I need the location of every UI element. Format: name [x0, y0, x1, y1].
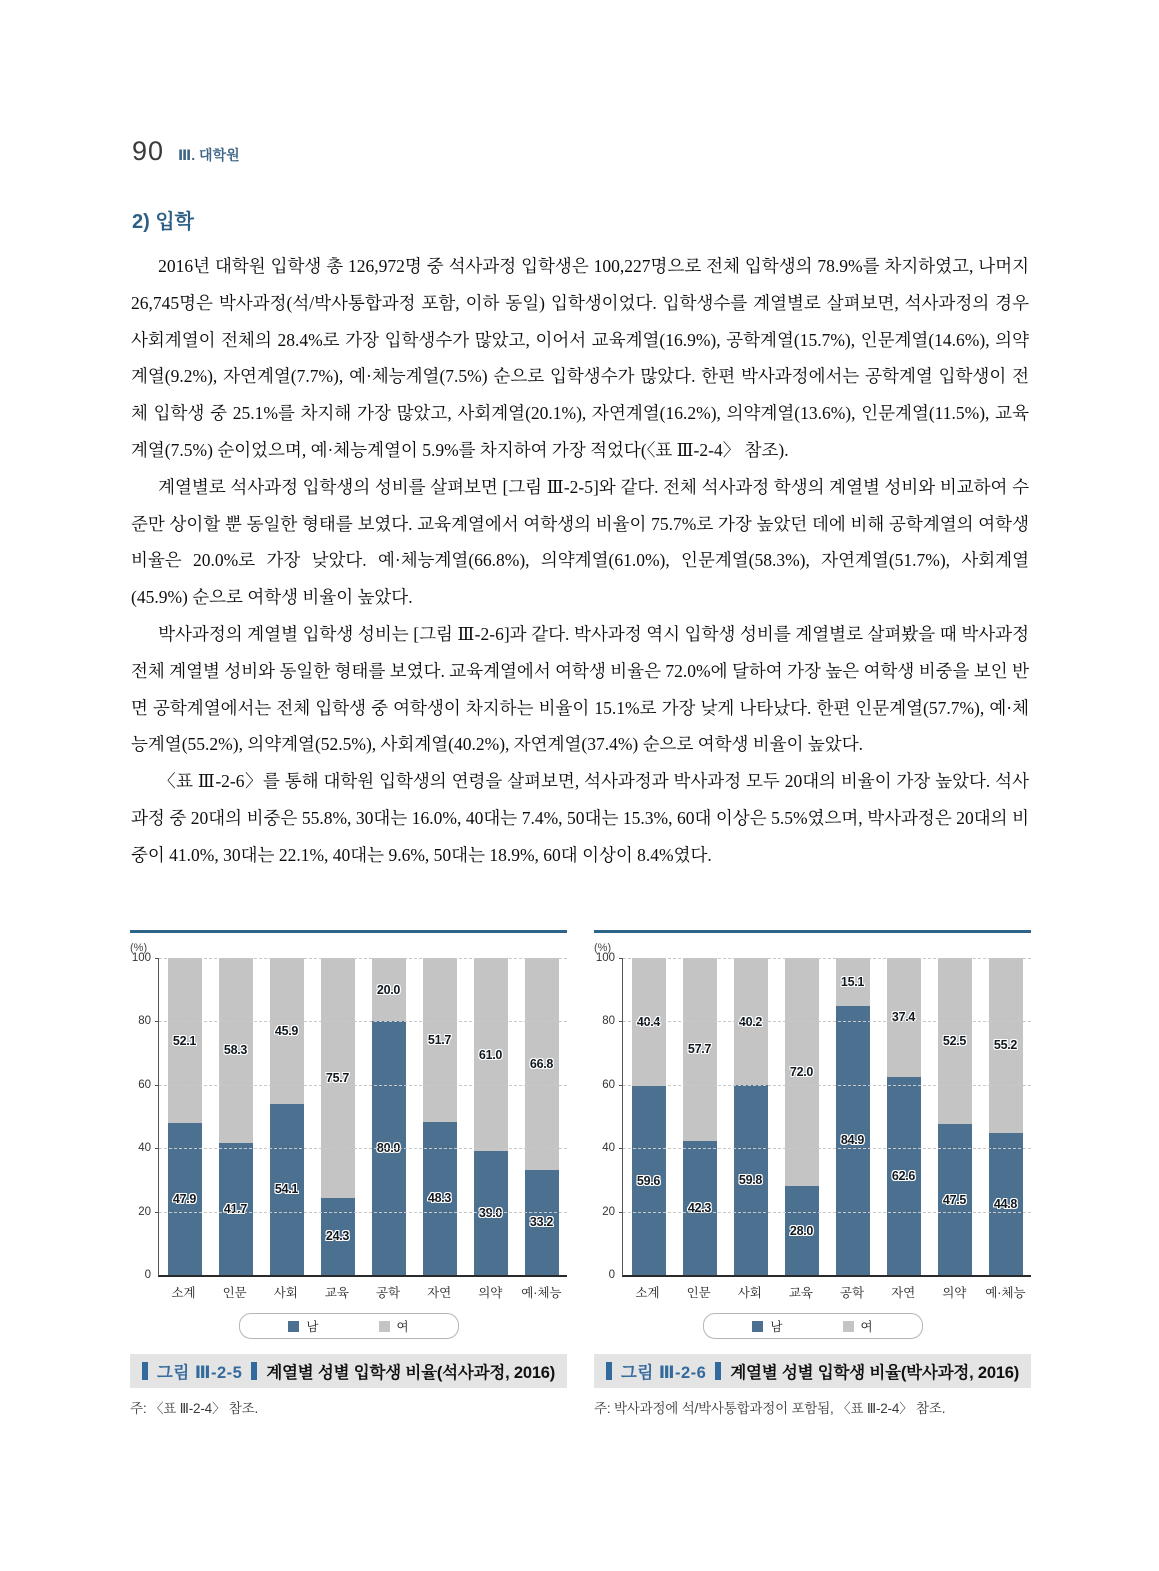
- x-axis-labels: [158, 1283, 567, 1301]
- y-axis-tick: [155, 1212, 159, 1213]
- panel-topline: [130, 930, 567, 933]
- y-tick-label: 20: [138, 1205, 151, 1218]
- page-number: 90: [132, 136, 165, 166]
- bars: [623, 958, 1031, 1275]
- caption-bar-glyph: [715, 1362, 721, 1380]
- bar-value-label: 40.4: [636, 1015, 661, 1030]
- stacked-bar: [525, 958, 559, 1275]
- bar-value-label: 80.0: [376, 1141, 401, 1156]
- x-label-인문: 인문: [686, 1286, 711, 1300]
- x-label-공학: 공학: [375, 1286, 401, 1300]
- gridline: [623, 1212, 1031, 1213]
- chart-panel-doctoral: [594, 930, 1031, 1417]
- bar-segment-여: [168, 958, 202, 1123]
- bar-value-label: 72.0: [789, 1065, 814, 1080]
- bar-value-label: 47.9: [172, 1192, 197, 1207]
- bar-value-label: 62.6: [891, 1168, 916, 1183]
- bar-segment-남: [683, 1141, 717, 1275]
- x-label-예·체능: 예·체능: [985, 1286, 1026, 1300]
- y-tick-label: 0: [608, 1269, 615, 1281]
- x-label-소계: 소계: [171, 1286, 196, 1300]
- bar-value-label: 24.3: [325, 1229, 350, 1244]
- bar-value-label: 54.1: [274, 1182, 299, 1197]
- bar-segment-남: [270, 1104, 304, 1275]
- y-tick-label: 20: [602, 1205, 615, 1218]
- bar-value-label: 52.1: [172, 1033, 197, 1048]
- bar-segment-남: [219, 1143, 253, 1275]
- x-label-사회: 사회: [737, 1286, 762, 1300]
- bar-교육: [312, 958, 363, 1275]
- caption-bar-glyph: [606, 1362, 612, 1380]
- legend-label: 남: [770, 1320, 783, 1334]
- stacked-bar: [785, 958, 819, 1275]
- bar-value-label: 28.0: [789, 1223, 814, 1238]
- y-tick-label: 100: [595, 952, 615, 964]
- figure-title: 계열별 성별 입학생 비율(박사과정, 2016): [730, 1364, 1020, 1382]
- bar-자연: [878, 958, 929, 1275]
- stacked-bar: [989, 958, 1023, 1275]
- bar-segment-여: [989, 958, 1023, 1133]
- stacked-bar: [474, 958, 508, 1275]
- x-label-자연: 자연: [427, 1286, 452, 1300]
- body-text: [131, 248, 1029, 874]
- paragraph-1: 2016년 대학원 입학생 총 126,972명 중 석사과정 입학생은 100,227명으로 전체 입학생의 78.9%를 차지하였고, 나머지 26,745명은 박사과정(석/박사통합과정 포함, 이하 동일) 입학생이었다. 입학생수를 계열별로 살펴보면, 석사과정의 경우 사회계열이 전체의 28.4%로 가장 입학생수가 많았고, 이어서 교육계열(16.9%), 공학계열(15.7%), 인문계열(14.6%), 의약계열(9.2%), 자연계열(7.7%), 예·체능계열(7.5%) 순으로 입학생수가 많았다. 한편 박사과정에서는 공학계열 입학생이 전체 입학생 중 25.1%를 차지해 가장 많았고, 사회계열(20.1%), 자연계열(16.2%), 의약계열(13.6%), 인문계열(11.5%), 교육계열(7.5%) 순이었으며, 예·체능계열이 5.9%를 차지하여 가장 적었다(〈표 Ⅲ-2-4〉 참조).: [131, 256, 1029, 460]
- bar-value-label: 45.9: [274, 1023, 299, 1038]
- bar-value-label: 15.1: [840, 974, 865, 989]
- y-axis: [130, 952, 158, 1281]
- y-axis-tick: [619, 1148, 623, 1149]
- y-axis-tick: [155, 958, 159, 959]
- bar-value-label: 47.5: [942, 1192, 967, 1207]
- legend-item-여: [843, 1317, 873, 1335]
- legend-swatch: [379, 1321, 390, 1332]
- bar-value-label: 44.8: [993, 1196, 1018, 1211]
- bar-value-label: 55.2: [993, 1038, 1018, 1053]
- legend-label: 남: [306, 1320, 319, 1334]
- stacked-bar: [683, 958, 717, 1275]
- panel-topline: [594, 930, 1031, 933]
- x-label-의약: 의약: [942, 1286, 967, 1300]
- stacked-bar: [423, 958, 457, 1275]
- y-axis-tick: [619, 1212, 623, 1213]
- bar-segment-남: [989, 1133, 1023, 1275]
- paragraph-2: 계열별로 석사과정 입학생의 성비를 살펴보면 [그림 Ⅲ-2-5]와 같다. 전체 석사과정 학생의 계열별 성비와 비교하여 수준만 상이할 뿐 동일한 형태를 보였다. 교육계열에서 여학생의 비율이 75.7%로 가장 높았던 데에 비해 공학계열의 여학생 비율은 20.0%로 가장 낮았다. 예·체능계열(66.8%), 의약계열(61.0%), 인문계열(58.3%), 자연계열(51.7%), 사회계열(45.9%) 순으로 여학생 비율이 높았다.: [131, 476, 1029, 608]
- bar-value-label: 66.8: [529, 1056, 554, 1071]
- chapter-label: Ⅲ. 대학원: [178, 147, 240, 163]
- bar-segment-여: [887, 958, 921, 1077]
- figure-caption: [594, 1354, 1031, 1388]
- bar-value-label: 52.5: [942, 1034, 967, 1049]
- legend-swatch: [752, 1321, 763, 1332]
- stacked-bar: [836, 958, 870, 1275]
- x-axis-labels: [622, 1283, 1031, 1301]
- legend-label: 여: [396, 1320, 409, 1334]
- plot-area: [158, 958, 567, 1277]
- bar-segment-여: [525, 958, 559, 1170]
- x-label-공학: 공학: [839, 1286, 865, 1300]
- bar-segment-남: [168, 1123, 202, 1275]
- legend-item-남: [288, 1317, 318, 1335]
- bar-value-label: 61.0: [478, 1047, 503, 1062]
- bar-value-label: 58.3: [223, 1043, 248, 1058]
- bar-value-label: 41.7: [223, 1201, 248, 1216]
- y-tick-label: 60: [138, 1078, 151, 1091]
- bar-value-label: 75.7: [325, 1070, 350, 1085]
- caption-bar-glyph: [251, 1362, 257, 1380]
- legend: [239, 1313, 459, 1339]
- y-axis-unit-label: (%): [594, 942, 612, 954]
- y-tick-label: 40: [602, 1142, 615, 1155]
- bar-사회: [261, 958, 312, 1275]
- stacked-bar: [632, 958, 666, 1275]
- bar-segment-여: [836, 958, 870, 1006]
- bar-사회: [725, 958, 776, 1275]
- gridline: [159, 1148, 567, 1149]
- bar-예·체능: [980, 958, 1031, 1275]
- stacked-bar: [270, 958, 304, 1275]
- bar-의약: [465, 958, 516, 1275]
- bar-value-label: 51.7: [427, 1032, 452, 1047]
- y-axis-tick: [155, 1021, 159, 1022]
- y-axis: [594, 952, 622, 1281]
- bar-value-label: 20.0: [376, 982, 401, 997]
- bar-인문: [674, 958, 725, 1275]
- bar-예·체능: [516, 958, 567, 1275]
- bar-의약: [929, 958, 980, 1275]
- plot-area: [622, 958, 1031, 1277]
- x-label-교육: 교육: [788, 1286, 814, 1300]
- bar-공학: [827, 958, 878, 1275]
- gridline: [623, 1148, 1031, 1149]
- gridline: [159, 1212, 567, 1213]
- bar-value-label: 42.3: [687, 1200, 712, 1215]
- stacked-bar: [168, 958, 202, 1275]
- bar-segment-여: [372, 958, 406, 1021]
- stacked-bar: [321, 958, 355, 1275]
- stacked-bar: [938, 958, 972, 1275]
- bar-segment-남: [938, 1124, 972, 1275]
- gridline: [159, 958, 567, 959]
- bar-segment-여: [219, 958, 253, 1143]
- y-axis-tick: [619, 1085, 623, 1086]
- bar-공학: [363, 958, 414, 1275]
- bar-자연: [414, 958, 465, 1275]
- bar-segment-여: [423, 958, 457, 1122]
- y-axis-unit-label: (%): [130, 942, 148, 954]
- bar-value-label: 33.2: [529, 1215, 554, 1230]
- y-tick-label: 80: [602, 1015, 615, 1028]
- caption-bar-glyph: [142, 1362, 148, 1380]
- bar-value-label: 59.8: [738, 1173, 763, 1188]
- bar-segment-여: [683, 958, 717, 1141]
- plot-wrap: [130, 952, 567, 1281]
- bar-value-label: 40.2: [738, 1014, 763, 1029]
- gridline: [623, 958, 1031, 959]
- plot-wrap: [594, 952, 1031, 1281]
- bar-value-label: 84.9: [840, 1133, 865, 1148]
- y-axis-tick: [619, 1021, 623, 1022]
- stacked-bar: [887, 958, 921, 1275]
- bar-segment-여: [321, 958, 355, 1198]
- bar-value-label: 57.7: [687, 1042, 712, 1057]
- y-tick-label: 0: [144, 1269, 151, 1281]
- y-tick-label: 40: [138, 1142, 151, 1155]
- legend-label: 여: [860, 1320, 873, 1334]
- bar-segment-여: [270, 958, 304, 1104]
- bar-segment-남: [474, 1151, 508, 1275]
- y-tick-label: 100: [131, 952, 151, 964]
- bar-value-label: 48.3: [427, 1191, 452, 1206]
- y-axis-tick: [619, 958, 623, 959]
- gridline: [159, 1085, 567, 1086]
- charts-row: [130, 930, 1031, 1417]
- bar-segment-남: [632, 1086, 666, 1275]
- y-tick-label: 80: [138, 1015, 151, 1028]
- bar-segment-남: [734, 1085, 768, 1275]
- legend-item-여: [379, 1317, 409, 1335]
- bar-segment-남: [785, 1186, 819, 1275]
- x-label-예·체능: 예·체능: [521, 1286, 562, 1300]
- gridline: [159, 1021, 567, 1022]
- legend: [703, 1313, 923, 1339]
- bar-segment-여: [938, 958, 972, 1124]
- legend-swatch: [843, 1321, 854, 1332]
- figure-note: 주: 〈표 Ⅲ-2-4〉 참조.: [130, 1401, 259, 1416]
- bar-segment-남: [321, 1198, 355, 1275]
- stacked-bar: [372, 958, 406, 1275]
- bar-인문: [210, 958, 261, 1275]
- stacked-bar: [219, 958, 253, 1275]
- bar-value-label: 59.6: [636, 1173, 661, 1188]
- running-header: [132, 136, 240, 167]
- bars: [159, 958, 567, 1275]
- bar-segment-여: [785, 958, 819, 1186]
- x-label-인문: 인문: [222, 1286, 247, 1300]
- bar-value-label: 39.0: [478, 1206, 503, 1221]
- bar-value-label: 37.4: [891, 1010, 916, 1025]
- bar-segment-남: [887, 1077, 921, 1275]
- x-label-소계: 소계: [635, 1286, 660, 1300]
- bar-segment-남: [525, 1170, 559, 1275]
- gridline: [623, 1085, 1031, 1086]
- section-title: 2) 입학: [132, 211, 194, 233]
- bar-소계: [159, 958, 210, 1275]
- x-label-사회: 사회: [273, 1286, 298, 1300]
- bar-교육: [776, 958, 827, 1275]
- figure-note: 주: 박사과정에 석/박사통합과정이 포함됨, 〈표 Ⅲ-2-4〉 참조.: [594, 1401, 946, 1416]
- y-tick-label: 60: [602, 1078, 615, 1091]
- stacked-bar: [734, 958, 768, 1275]
- bar-segment-여: [474, 958, 508, 1151]
- legend-item-남: [752, 1317, 782, 1335]
- x-label-자연: 자연: [891, 1286, 916, 1300]
- bar-segment-남: [423, 1122, 457, 1275]
- chart-panel-masters: [130, 930, 567, 1417]
- x-label-교육: 교육: [324, 1286, 350, 1300]
- figure-label: 그림 Ⅲ-2-6: [620, 1364, 707, 1382]
- bar-소계: [623, 958, 674, 1275]
- gridline: [623, 1021, 1031, 1022]
- figure-title: 계열별 성별 입학생 비율(석사과정, 2016): [266, 1364, 556, 1382]
- y-axis-tick: [155, 1085, 159, 1086]
- paragraph-4: 〈표 Ⅲ-2-6〉를 통해 대학원 입학생의 연령을 살펴보면, 석사과정과 박사과정 모두 20대의 비율이 가장 높았다. 석사과정 중 20대의 비중은 55.8%, 30대는 16.0%, 40대는 7.4%, 50대는 15.3%, 60대 이상은 5.5%였으며, 박사과정은 20대의 비중이 41.0%, 30대는 22.1%, 40대는 9.6%, 50대는 18.9%, 60대 이상이 8.4%였다.: [131, 771, 1029, 865]
- figure-caption: [130, 1354, 567, 1388]
- figure-label: 그림 Ⅲ-2-5: [156, 1364, 243, 1382]
- x-label-의약: 의약: [478, 1286, 503, 1300]
- y-axis-tick: [155, 1148, 159, 1149]
- bar-segment-남: [836, 1006, 870, 1275]
- legend-swatch: [288, 1321, 299, 1332]
- paragraph-3: 박사과정의 계열별 입학생 성비는 [그림 Ⅲ-2-6]과 같다. 박사과정 역시 입학생 성비를 계열별로 살펴봤을 때 박사과정 전체 계열별 성비와 동일한 형태를 보였다. 교육계열에서 여학생 비율은 72.0%에 달하여 가장 높은 여학생 비중을 보인 반면 공학계열에서는 전체 입학생 중 여학생이 차지하는 비율이 15.1%로 가장 낮게 나타났다. 한편 인문계열(57.7%), 예·체능계열(55.2%), 의약계열(52.5%), 사회계열(40.2%), 자연계열(37.4%) 순으로 여학생 비율이 높았다.: [131, 623, 1029, 755]
